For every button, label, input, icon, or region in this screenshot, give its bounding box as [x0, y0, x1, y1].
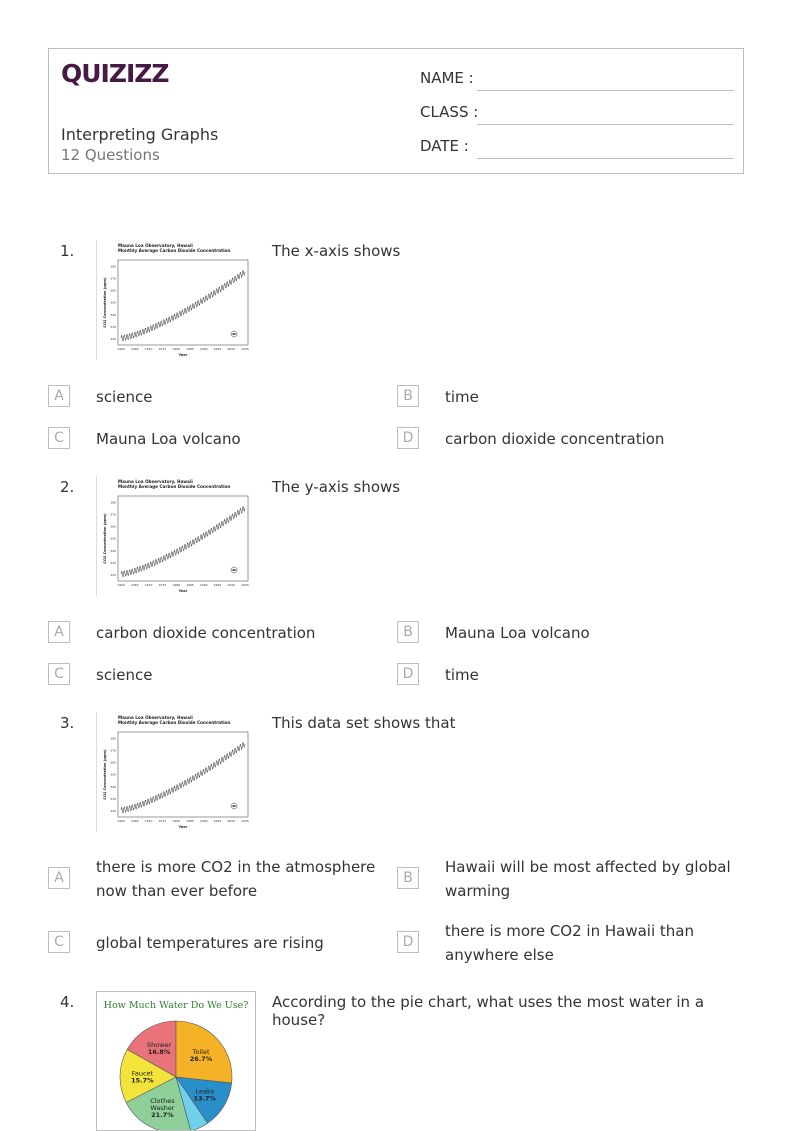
- y-tick-label: 380: [110, 736, 116, 741]
- name-label: NAME :: [420, 69, 474, 87]
- y-tick-label: 360: [110, 524, 116, 529]
- option-c-text[interactable]: global temperatures are rising: [96, 934, 324, 952]
- class-line[interactable]: [477, 124, 734, 125]
- question-text: According to the pie chart, what uses the most water in a house?: [272, 993, 705, 1029]
- name-line[interactable]: [477, 90, 734, 91]
- x-axis-label: Year: [178, 825, 188, 829]
- y-tick-label: 330: [110, 560, 116, 565]
- y-tick-label: 350: [110, 772, 116, 777]
- x-tick-label: 1960: [117, 583, 125, 587]
- y-axis-label: CO2 Concentration (ppm): [103, 277, 107, 328]
- chart-background: [96, 476, 256, 596]
- pie-slice-label: Leaks: [195, 1087, 215, 1096]
- date-field[interactable]: [420, 137, 734, 161]
- y-axis-label: CO2 Concentration (ppm): [103, 749, 107, 800]
- x-tick-label: 1995: [213, 819, 222, 823]
- pie-slice-label: Faucet: [131, 1069, 154, 1078]
- option-c-box[interactable]: C: [48, 931, 70, 953]
- x-tick-label: 1995: [213, 583, 222, 587]
- pie-chart-image: [96, 991, 256, 1131]
- x-axis-label: Year: [178, 353, 188, 357]
- x-tick-label: 1985: [186, 819, 194, 823]
- x-tick-label: 1985: [186, 583, 194, 587]
- y-tick-label: 360: [110, 760, 116, 765]
- question-number: 1.: [60, 242, 75, 260]
- pie-slice-value: 16.8%: [147, 1048, 171, 1057]
- question-count: 12 Questions: [61, 146, 160, 164]
- class-field[interactable]: [420, 103, 734, 127]
- co2-chart-image: [96, 240, 256, 360]
- option-b-box[interactable]: B: [397, 867, 419, 889]
- x-tick-label: 1990: [199, 819, 208, 823]
- x-tick-label: 1965: [130, 819, 139, 823]
- co2-chart-image: [96, 476, 256, 596]
- pie-slice-label: Clothes: [150, 1097, 175, 1106]
- pie-slice-label: Washer: [150, 1104, 175, 1113]
- x-tick-label: 1960: [117, 819, 125, 823]
- option-b-text[interactable]: time: [445, 388, 479, 406]
- chart-subtitle: Monthly Average Carbon Dioxide Concentration: [118, 248, 231, 253]
- y-tick-label: 320: [110, 573, 116, 578]
- x-tick-label: 1970: [144, 347, 153, 351]
- question-text: This data set shows that: [272, 714, 456, 732]
- x-tick-label: 2005: [241, 583, 249, 587]
- x-tick-label: 1985: [186, 347, 194, 351]
- x-tick-label: 2005: [241, 347, 249, 351]
- chart-background: [96, 712, 256, 832]
- x-tick-label: 1965: [130, 347, 139, 351]
- question-number: 3.: [60, 714, 75, 732]
- quizizz-logo: QUIZIZZ: [61, 59, 169, 88]
- pie-chart: [97, 992, 255, 1131]
- x-tick-label: 1975: [158, 583, 167, 587]
- option-a-text[interactable]: science: [96, 388, 153, 406]
- question-text: The y-axis shows: [272, 478, 401, 496]
- logo-mark-inner: [232, 569, 236, 571]
- option-a-box[interactable]: A: [48, 385, 70, 407]
- y-tick-label: 360: [110, 288, 116, 293]
- chart-subtitle: Monthly Average Carbon Dioxide Concentration: [118, 484, 231, 489]
- x-tick-label: 2000: [227, 347, 236, 351]
- x-tick-label: 1980: [172, 819, 180, 823]
- worksheet-title: Interpreting Graphs: [61, 125, 219, 144]
- y-tick-label: 370: [110, 276, 116, 281]
- option-d-text[interactable]: time: [445, 666, 479, 684]
- date-label: DATE :: [420, 137, 469, 155]
- option-b-text[interactable]: Hawaii will be most affected by global warming: [445, 858, 731, 900]
- option-d-text[interactable]: carbon dioxide concentration: [445, 430, 665, 448]
- y-tick-label: 350: [110, 300, 116, 305]
- y-tick-label: 380: [110, 264, 116, 269]
- y-tick-label: 340: [110, 312, 116, 317]
- y-tick-label: 370: [110, 512, 116, 517]
- option-a-box[interactable]: A: [48, 867, 70, 889]
- pie-slice-value: 15.7%: [131, 1076, 154, 1085]
- option-b-box[interactable]: B: [397, 385, 419, 407]
- y-tick-label: 340: [110, 548, 116, 553]
- question-number: 2.: [60, 478, 75, 496]
- chart-title: Mauna Loa Observatory, Hawaii: [118, 479, 193, 484]
- x-tick-label: 1980: [172, 583, 180, 587]
- x-axis-label: Year: [178, 589, 188, 593]
- question-text: The x-axis shows: [272, 242, 401, 260]
- x-tick-label: 1970: [144, 583, 153, 587]
- logo-mark-inner: [232, 333, 236, 335]
- y-tick-label: 340: [110, 784, 116, 789]
- y-tick-label: 330: [110, 796, 116, 801]
- option-d-box[interactable]: D: [397, 931, 419, 953]
- question-number: 4.: [60, 993, 75, 1011]
- y-tick-label: 320: [110, 809, 116, 814]
- option-c-box[interactable]: C: [48, 663, 70, 685]
- date-line[interactable]: [477, 158, 734, 159]
- y-tick-label: 380: [110, 500, 116, 505]
- pie-slice-value: 13.7%: [193, 1094, 217, 1103]
- logo-mark-inner: [232, 805, 236, 807]
- pie-slice-value: 21.7%: [151, 1111, 174, 1120]
- pie-slice-label: Toilet: [192, 1047, 210, 1056]
- x-tick-label: 1995: [213, 347, 222, 351]
- worksheet-header: [48, 48, 744, 174]
- chart-subtitle: Monthly Average Carbon Dioxide Concentration: [118, 720, 231, 725]
- x-tick-label: 1970: [144, 819, 153, 823]
- x-tick-label: 1975: [158, 819, 167, 823]
- x-tick-label: 1980: [172, 347, 180, 351]
- x-tick-label: 1990: [199, 583, 208, 587]
- x-tick-label: 1960: [117, 347, 125, 351]
- chart-title: Mauna Loa Observatory, Hawaii: [118, 715, 193, 720]
- y-tick-label: 320: [110, 337, 116, 342]
- option-d-text[interactable]: there is more CO2 in Hawaii than anywhere else: [445, 922, 694, 964]
- option-a-box[interactable]: A: [48, 621, 70, 643]
- option-d-box[interactable]: D: [397, 427, 419, 449]
- x-tick-label: 2005: [241, 819, 249, 823]
- option-a-text[interactable]: carbon dioxide concentration: [96, 624, 316, 642]
- option-b-box[interactable]: B: [397, 621, 419, 643]
- co2-chart-image: [96, 712, 256, 832]
- y-tick-label: 370: [110, 748, 116, 753]
- chart-title: Mauna Loa Observatory, Hawaii: [118, 243, 193, 248]
- x-tick-label: 2000: [227, 583, 236, 587]
- pie-slice-value: 26.7%: [189, 1054, 213, 1063]
- option-c-text[interactable]: science: [96, 666, 153, 684]
- option-c-box[interactable]: C: [48, 427, 70, 449]
- option-c-text[interactable]: Mauna Loa volcano: [96, 430, 241, 448]
- pie-title: How Much Water Do We Use?: [103, 1000, 249, 1011]
- option-b-text[interactable]: Mauna Loa volcano: [445, 624, 590, 642]
- x-tick-label: 1990: [199, 347, 208, 351]
- y-tick-label: 350: [110, 536, 116, 541]
- class-label: CLASS :: [420, 103, 479, 121]
- y-tick-label: 330: [110, 324, 116, 329]
- y-axis-label: CO2 Concentration (ppm): [103, 513, 107, 564]
- option-d-box[interactable]: D: [397, 663, 419, 685]
- pie-slice-label: Shower: [146, 1041, 172, 1050]
- name-field[interactable]: [420, 69, 734, 93]
- x-tick-label: 1965: [130, 583, 139, 587]
- x-tick-label: 2000: [227, 819, 236, 823]
- option-a-text[interactable]: there is more CO2 in the atmosphere now than ever before: [96, 858, 376, 900]
- chart-background: [96, 240, 256, 360]
- x-tick-label: 1975: [158, 347, 167, 351]
